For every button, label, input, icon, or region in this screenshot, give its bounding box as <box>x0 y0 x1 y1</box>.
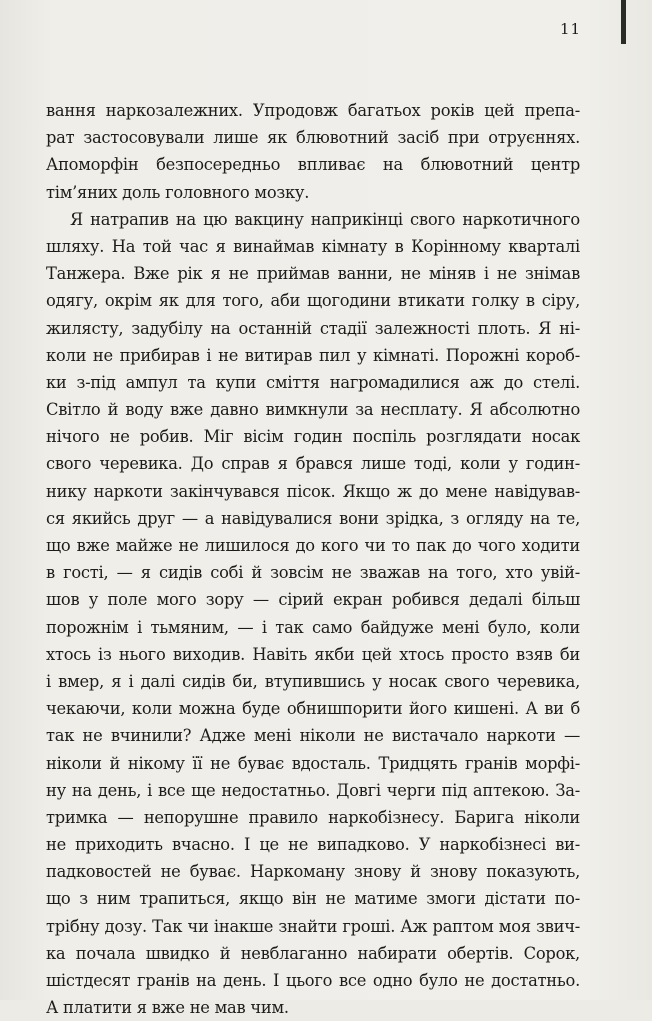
text-line: що вже майже не лишилося до кого чи то пак до чого ходити <box>46 536 580 555</box>
text-line: Танжера. Вже рік я не приймав ванни, не міняв і не знімав <box>46 264 580 284</box>
text-line: чекаючи, коли можна буде обнишпорити його кишені. А ви б <box>46 699 580 719</box>
text-line: ки з-під ампул та купи сміття нагромадилися аж до стелі. <box>46 372 580 392</box>
text-line: Світло й воду вже давно вимкнули за несплату. Я абсолютно <box>46 400 580 420</box>
text-line: хтось із нього виходив. Навіть якби цей хтось просто взяв би <box>46 644 580 664</box>
text-line: одягу, окрім як для того, аби щогодини втикати голку в сіру, <box>46 291 580 311</box>
text-line: в гості, — я сидів собі й зовсім не зважав на того, хто увій- <box>46 563 580 583</box>
text-line: так не вчинили? Адже мені ніколи не вистачало наркоти — <box>46 726 580 746</box>
text-line: ніколи й нікому її не буває вдосталь. Тридцять гранів морфі- <box>46 753 580 773</box>
paragraph <box>46 206 580 1021</box>
text-line: ну на день, і все ще недостатньо. Довгі черги під аптекою. За- <box>46 780 580 800</box>
text-line: тримка — непорушне правило наркобізнесу. Барига ніколи <box>46 807 580 827</box>
page-edge-mark <box>621 0 626 44</box>
text-line: шляху. На той час я винаймав кімнату в Корінному кварталі <box>46 236 580 256</box>
text-line: жилясту, задубілу на останній стадії залежності плоть. Я ні- <box>46 318 580 338</box>
text-line: коли не прибирав і не витирав пил у кімнаті. Порожні короб- <box>46 345 580 365</box>
text-line: що з ним трапиться, якщо він не матиме змоги дістати по- <box>46 889 580 909</box>
text-line: вання наркозалежних. Упродовж багатьох років цей препа- <box>46 101 580 120</box>
text-line: ся якийсь друг — а навідувалися вони зрідка, з огляду на те, <box>46 508 580 528</box>
page-number: 11 <box>560 20 582 38</box>
paragraph <box>46 97 580 206</box>
text-line: рат застосовували лише як блювотний засіб при отруєннях. <box>46 128 580 148</box>
text-line: не приходить вчасно. І це не випадково. У наркобізнесі ви- <box>46 835 580 855</box>
text-line: і вмер, я і далі сидів би, втупившись у носак свого черевика, <box>46 671 580 691</box>
text-line: нику наркоти закінчувався пісок. Якщо ж до мене навідував- <box>46 481 580 501</box>
text-line: падковостей не буває. Наркоману знову й знову показують, <box>46 862 580 882</box>
text-line: тім’яних доль головного мозку. <box>46 182 310 202</box>
text-line: ка почала швидко й невблаганно набирати обертів. Сорок, <box>46 943 580 963</box>
body-text <box>46 97 580 1021</box>
text-line: Апоморфін безпосередньо впливає на блювотний центр <box>46 155 580 175</box>
text-line: шов у поле мого зору — сірий екран робився дедалі більш <box>46 590 580 610</box>
text-line: А платити я вже не мав чим. <box>46 998 289 1018</box>
text-line: нічого не робив. Міг вісім годин поспіль розглядати носак <box>46 427 580 447</box>
text-line: шістдесят гранів на день. І цього все одно було не достатньо. <box>46 971 580 990</box>
text-line: свого черевика. До справ я брався лише тоді, коли у годин- <box>46 454 580 474</box>
text-line: Я натрапив на цю вакцину наприкінці свого наркотичного <box>70 209 580 229</box>
text-line: трібну дозу. Так чи інакше знайти гроші. Аж раптом моя звич- <box>46 916 580 936</box>
text-line: порожнім і тьмяним, — і так само байдуже мені було, коли <box>46 617 580 637</box>
